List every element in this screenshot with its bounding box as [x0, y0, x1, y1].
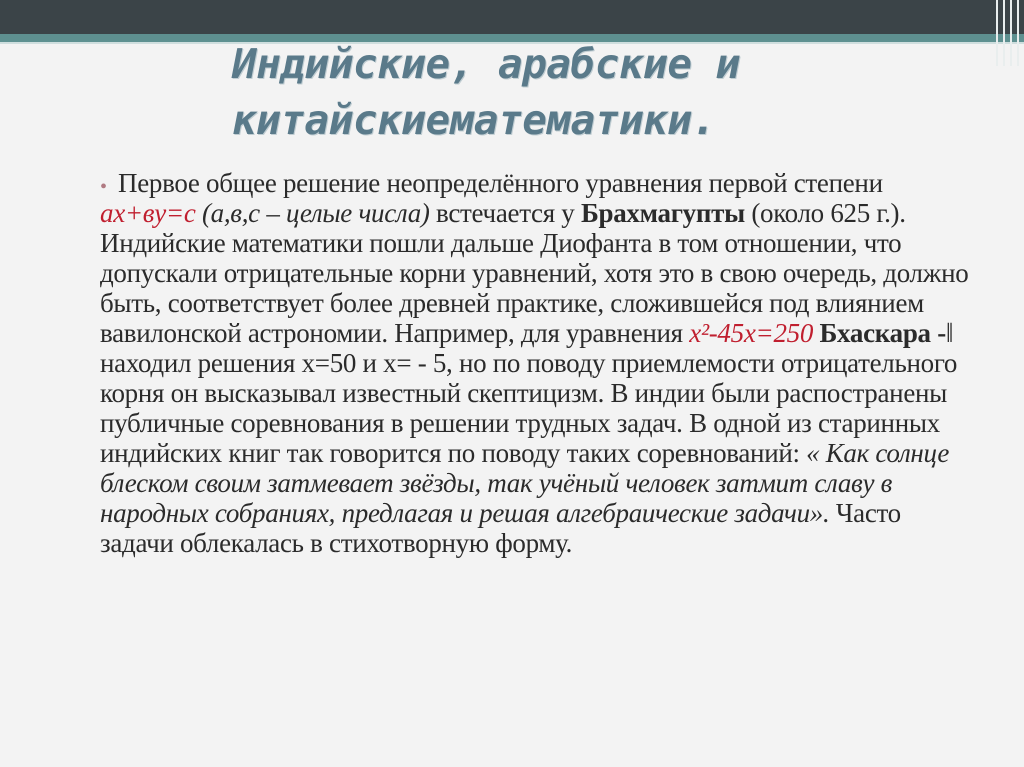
formula-quadratic: x²-45x=250	[689, 318, 814, 348]
body-text-6: ǁ находил решения x=50 и x= - 5, но по поводу приемлемости отрицательного корня он высказывал известный скептицизм. В индии были распостранены публичные соревнования в решении трудных задач. В одной из старинных индийских книг так говорится по поводу таких соревнований:	[100, 318, 958, 468]
top-bar	[0, 0, 1024, 34]
title-line-2: китайскиематематики.	[232, 96, 716, 144]
slide-title	[232, 36, 952, 148]
corner-decoration	[994, 0, 1024, 70]
name-brahmagupta: Брахмагупты	[580, 198, 745, 228]
body-text-1: Первое общее решение неопределённого уравнения первой степени	[118, 168, 883, 198]
body-italic-1: (а,в,с – целые числа)	[201, 198, 430, 228]
quote-italic: « Как солнце блеском своим затмевает звёзды, так учёный человек затмит славу в народных собраниях, предлагая и решая алгебраические задачи».	[100, 438, 950, 528]
body-paragraph	[100, 168, 970, 558]
body-text-7: Часто задачи облекалась в стихотворную форму.	[100, 498, 901, 558]
bullet-icon: •	[100, 176, 108, 198]
title-line-1: Индийские, арабские и	[232, 40, 740, 88]
body-text-3: встечается у	[429, 198, 581, 228]
body-text-4: (около 625 г.). Индийские математики пошли дальше Диофанта в том отношении, что допускали отрицательные корни уравнений, хотя это в свою очередь, должно быть, соответствует более древней практике, сложившейся под влиянием вавилонской астрономии. Например, для уравнения	[100, 198, 969, 348]
formula-linear: ax+ву=c	[100, 198, 196, 228]
name-bhaskara: Бхаскара -	[819, 318, 946, 348]
